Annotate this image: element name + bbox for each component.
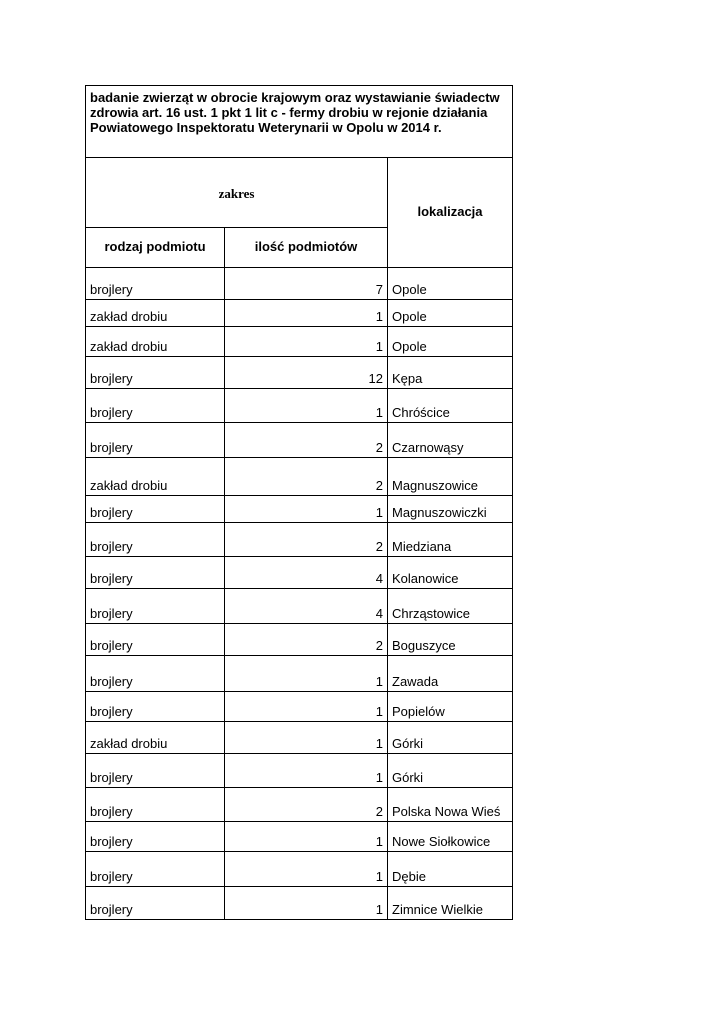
ilosc-podmiotow-cell: 2 (225, 624, 388, 656)
lokalizacja-cell: Opole (388, 300, 513, 327)
ilosc-podmiotow-cell: 4 (225, 557, 388, 589)
rodzaj-podmiotu-cell: brojlery (86, 822, 225, 852)
rodzaj-podmiotu-cell: brojlery (86, 496, 225, 523)
lokalizacja-cell: Polska Nowa Wieś (388, 788, 513, 822)
table-row (86, 523, 513, 557)
table-row (86, 822, 513, 852)
rodzaj-podmiotu-cell: zakład drobiu (86, 300, 225, 327)
lokalizacja-cell: Kępa (388, 357, 513, 389)
lokalizacja-cell: Kolanowice (388, 557, 513, 589)
lokalizacja-cell: Magnuszowiczki (388, 496, 513, 523)
lokalizacja-cell: Opole (388, 327, 513, 357)
lokalizacja-cell: Chrząstowice (388, 589, 513, 624)
lokalizacja-cell: Górki (388, 722, 513, 754)
lokalizacja-cell: Opole (388, 268, 513, 300)
lokalizacja-cell: Miedziana (388, 523, 513, 557)
table-row (86, 656, 513, 692)
lokalizacja-cell: Zimnice Wielkie (388, 887, 513, 920)
ilosc-podmiotow-cell: 2 (225, 423, 388, 458)
ilosc-podmiotow-cell: 1 (225, 300, 388, 327)
ilosc-podmiotow-cell: 1 (225, 692, 388, 722)
rodzaj-podmiotu-cell: brojlery (86, 624, 225, 656)
table-row (86, 788, 513, 822)
table-row (86, 268, 513, 300)
ilosc-podmiotow-cell: 1 (225, 754, 388, 788)
table-row (86, 624, 513, 656)
table-title: badanie zwierząt w obrocie krajowym oraz wystawianie świadectw zdrowia art. 16 ust. 1 pkt 1 lit c - fermy drobiu w rejonie działania Powiatowego Inspektoratu Weterynarii w Opolu w 2014 r. (86, 86, 513, 158)
ilosc-podmiotow-cell: 2 (225, 788, 388, 822)
ilosc-podmiotow-cell: 7 (225, 268, 388, 300)
lokalizacja-cell: Magnuszowice (388, 458, 513, 496)
rodzaj-podmiotu-cell: brojlery (86, 557, 225, 589)
table-row (86, 300, 513, 327)
table-row (86, 722, 513, 754)
table-row (86, 357, 513, 389)
lokalizacja-cell: Zawada (388, 656, 513, 692)
rodzaj-podmiotu-cell: brojlery (86, 589, 225, 624)
ilosc-podmiotow-cell: 1 (225, 496, 388, 523)
rodzaj-podmiotu-cell: brojlery (86, 754, 225, 788)
rodzaj-podmiotu-cell: zakład drobiu (86, 458, 225, 496)
poultry-farms-table (85, 85, 513, 920)
lokalizacja-cell: Nowe Siołkowice (388, 822, 513, 852)
rodzaj-podmiotu-cell: brojlery (86, 852, 225, 887)
table-row (86, 496, 513, 523)
rodzaj-podmiotu-cell: brojlery (86, 656, 225, 692)
table-row (86, 423, 513, 458)
table-row (86, 692, 513, 722)
table-row (86, 887, 513, 920)
table-row (86, 589, 513, 624)
table-row (86, 754, 513, 788)
title-row (86, 86, 513, 158)
ilosc-podmiotow-cell: 2 (225, 458, 388, 496)
rodzaj-podmiotu-cell: brojlery (86, 389, 225, 423)
lokalizacja-cell: Popielów (388, 692, 513, 722)
lokalizacja-cell: Chróścice (388, 389, 513, 423)
ilosc-podmiotow-cell: 1 (225, 327, 388, 357)
lokalizacja-cell: Dębie (388, 852, 513, 887)
rodzaj-podmiotu-cell: brojlery (86, 523, 225, 557)
table-row (86, 557, 513, 589)
lokalizacja-cell: Czarnowąsy (388, 423, 513, 458)
ilosc-podmiotow-cell: 12 (225, 357, 388, 389)
ilosc-podmiotow-cell: 1 (225, 822, 388, 852)
ilosc-podmiotow-cell: 1 (225, 656, 388, 692)
rodzaj-podmiotu-header: rodzaj podmiotu (86, 228, 225, 268)
ilosc-podmiotow-cell: 4 (225, 589, 388, 624)
rodzaj-podmiotu-cell: brojlery (86, 788, 225, 822)
header-row (86, 158, 513, 228)
table-row (86, 852, 513, 887)
ilosc-podmiotow-header: ilość podmiotów (225, 228, 388, 268)
zakres-header: zakres (86, 158, 388, 228)
rodzaj-podmiotu-cell: brojlery (86, 268, 225, 300)
lokalizacja-header: lokalizacja (388, 158, 513, 268)
ilosc-podmiotow-cell: 1 (225, 852, 388, 887)
rodzaj-podmiotu-cell: brojlery (86, 692, 225, 722)
rodzaj-podmiotu-cell: zakład drobiu (86, 722, 225, 754)
ilosc-podmiotow-cell: 2 (225, 523, 388, 557)
rodzaj-podmiotu-cell: brojlery (86, 423, 225, 458)
ilosc-podmiotow-cell: 1 (225, 887, 388, 920)
ilosc-podmiotow-cell: 1 (225, 722, 388, 754)
table-row (86, 327, 513, 357)
ilosc-podmiotow-cell: 1 (225, 389, 388, 423)
lokalizacja-cell: Górki (388, 754, 513, 788)
rodzaj-podmiotu-cell: brojlery (86, 887, 225, 920)
rodzaj-podmiotu-cell: zakład drobiu (86, 327, 225, 357)
table-row (86, 389, 513, 423)
lokalizacja-cell: Boguszyce (388, 624, 513, 656)
table-row (86, 458, 513, 496)
rodzaj-podmiotu-cell: brojlery (86, 357, 225, 389)
